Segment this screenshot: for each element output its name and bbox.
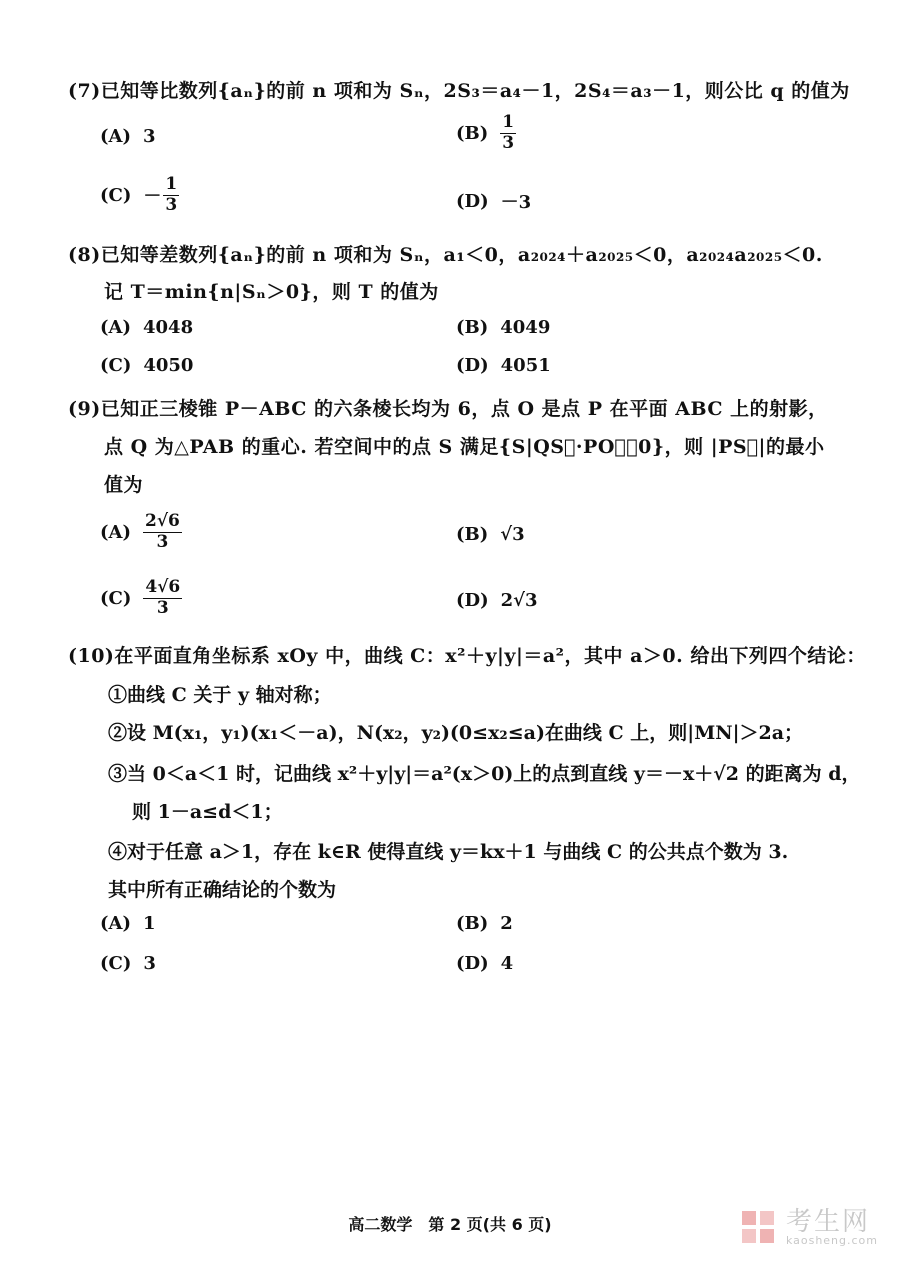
option-label: (C) — [100, 355, 132, 376]
q9-option-c — [100, 579, 182, 618]
watermark-text — [785, 1206, 878, 1247]
option-text: 4048 — [143, 317, 194, 338]
option-label: (A) — [100, 521, 131, 543]
q10-option-a — [100, 913, 156, 934]
fraction-denominator: 3 — [156, 531, 169, 552]
option-label: (A) — [100, 126, 131, 147]
fraction-denominator: 3 — [165, 194, 178, 215]
q10-statement-4: ④对于任意 a＞1，存在 k∈R 使得直线 y＝kx＋1 与曲线 C 的公共点个数为 3. — [108, 841, 789, 863]
q10-statement-3-line1: ③当 0＜a＜1 时，记曲线 x²＋y|y|＝a²(x＞0)上的点到直线 y＝－x＋√2 的距离为 d， — [108, 763, 861, 785]
option-text: －3 — [500, 192, 532, 213]
q7-option-d — [456, 188, 531, 214]
q9-option-d — [456, 590, 538, 611]
q7-option-a — [100, 126, 156, 147]
minus-sign: － — [143, 186, 162, 208]
watermark-en: kaosheng.com — [785, 1233, 878, 1247]
option-value — [143, 176, 179, 215]
option-label: (C) — [100, 587, 132, 609]
q10-option-c — [100, 953, 156, 974]
q9-stem-line3: 值为 — [104, 474, 144, 496]
option-label: (C) — [100, 953, 132, 974]
q10-option-d — [456, 953, 513, 974]
option-label: (D) — [456, 590, 489, 611]
option-label: (B) — [456, 122, 489, 144]
fraction — [143, 579, 182, 618]
option-label: (B) — [456, 524, 489, 545]
option-text: 4049 — [500, 317, 551, 338]
option-text: 2√3 — [500, 590, 538, 611]
fraction-numerator: 2√6 — [145, 511, 180, 531]
fraction-denominator: 3 — [156, 597, 169, 618]
q10-option-b — [456, 913, 513, 934]
option-text: 1 — [143, 913, 156, 934]
q7-option-c — [100, 176, 179, 215]
option-label: (A) — [100, 317, 131, 338]
q8-option-c — [100, 355, 193, 376]
q8-stem-line2: 记 T＝min{n|Sₙ＞0}，则 T 的值为 — [104, 281, 439, 303]
watermark — [738, 1207, 878, 1247]
q8-option-d — [456, 355, 551, 376]
q9-option-a — [100, 513, 182, 552]
option-text: 4051 — [500, 355, 551, 376]
q10-statement-3-line2: 则 1－a≤d＜1； — [132, 801, 283, 823]
option-label: (A) — [100, 913, 131, 934]
option-text: 3 — [143, 126, 156, 147]
option-text: √3 — [500, 524, 525, 545]
q7-stem: (7)已知等比数列{aₙ}的前 n 项和为 Sₙ，2S₃＝a₄－1，2S₄＝a₃－1，则公比 q 的值为 — [68, 80, 850, 102]
q10-statement-1: ①曲线 C 关于 y 轴对称； — [108, 684, 332, 706]
option-text: 2 — [500, 913, 513, 934]
q9-option-b — [456, 524, 525, 545]
watermark-cn: 考生网 — [785, 1206, 870, 1237]
fraction — [143, 513, 182, 552]
option-label: (C) — [100, 184, 132, 206]
q7-option-b — [456, 114, 516, 153]
option-label: (D) — [456, 190, 489, 212]
fraction-numerator: 1 — [165, 174, 178, 194]
option-label: (B) — [456, 913, 489, 934]
fraction — [163, 176, 179, 215]
fraction — [500, 114, 516, 153]
option-text: 4 — [500, 953, 514, 974]
q10-question: 其中所有正确结论的个数为 — [108, 879, 337, 901]
fraction-numerator: 1 — [502, 112, 515, 132]
option-label: (B) — [456, 317, 489, 338]
page-footer: 高二数学 第 2 页(共 6 页) — [348, 1215, 552, 1234]
q9-stem-line2: 点 Q 为△PAB 的重心. 若空间中的点 S 满足{S|QS⃗·PO⃗＝0}，则 |PS⃗|的最小 — [104, 436, 825, 458]
q10-stem: (10)在平面直角坐标系 xOy 中，曲线 C：x²＋y|y|＝a²，其中 a＞0. 给出下列四个结论： — [68, 645, 866, 667]
option-text: 4050 — [143, 355, 194, 376]
q8-stem-line1: (8)已知等差数列{aₙ}的前 n 项和为 Sₙ，a₁＜0，a₂₀₂₄＋a₂₀₂₅＜0，a₂₀₂₄a₂₀₂₅＜0. — [68, 244, 823, 266]
option-label: (D) — [456, 953, 489, 974]
kaosheng-logo-icon — [738, 1207, 778, 1247]
option-text: 3 — [143, 953, 156, 974]
fraction-numerator: 4√6 — [145, 577, 181, 597]
q10-statement-2: ②设 M(x₁，y₁)(x₁＜－a)，N(x₂，y₂)(0≤x₂≤a)在曲线 C 上，则|MN|＞2a； — [108, 722, 804, 744]
fraction-denominator: 3 — [502, 132, 515, 153]
q9-stem-line1: (9)已知正三棱锥 P－ABC 的六条棱长均为 6，点 O 是点 P 在平面 ABC 上的射影， — [68, 398, 828, 420]
q8-option-a — [100, 317, 193, 338]
option-label: (D) — [456, 355, 489, 376]
q8-option-b — [456, 317, 550, 338]
